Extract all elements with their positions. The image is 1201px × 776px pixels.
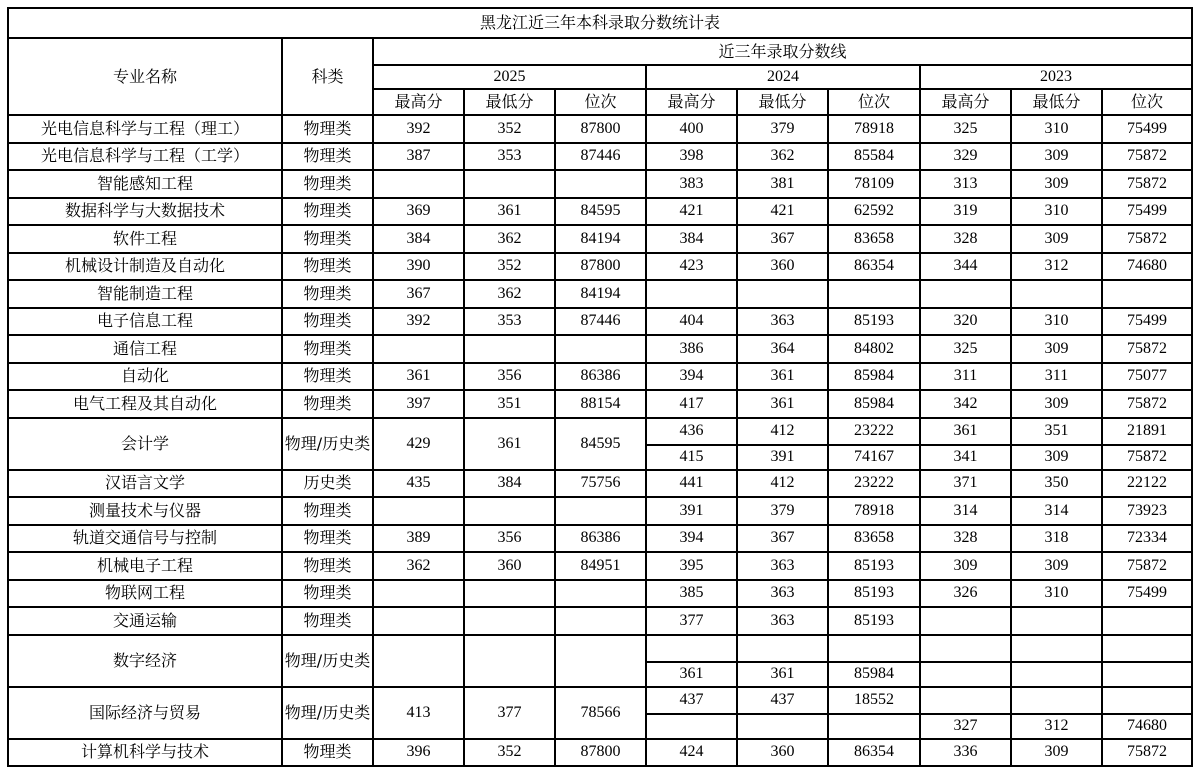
category-cell: 物理类 [282, 525, 373, 553]
score-rank-2024 [828, 714, 920, 739]
score-max-2023: 371 [920, 470, 1011, 498]
score-max-2024: 436 [646, 418, 737, 446]
major-name-cell: 轨道交通信号与控制 [8, 525, 282, 553]
score-min-2024: 361 [737, 363, 828, 391]
major-name-cell: 汉语言文学 [8, 470, 282, 498]
score-max-2024: 404 [646, 308, 737, 336]
score-min-2024: 412 [737, 418, 828, 446]
score-rank-2024: 78918 [828, 115, 920, 143]
table-row [8, 115, 1192, 143]
score-rank-2025: 84595 [555, 418, 646, 470]
score-min-2024: 364 [737, 335, 828, 363]
score-rank-2023: 75077 [1102, 363, 1192, 391]
score-min-2025: 377 [464, 687, 555, 739]
table-row [8, 280, 1192, 308]
score-max-2024: 437 [646, 687, 737, 715]
score-min-2024: 360 [737, 739, 828, 767]
score-rank-2025: 86386 [555, 363, 646, 391]
score-min-2024 [737, 280, 828, 308]
category-cell: 物理类 [282, 308, 373, 336]
score-min-2025 [464, 635, 555, 687]
score-rank-2024: 78109 [828, 170, 920, 198]
score-max-2024: 400 [646, 115, 737, 143]
score-max-2023: 342 [920, 390, 1011, 418]
score-min-2024: 379 [737, 115, 828, 143]
category-cell: 物理类 [282, 115, 373, 143]
score-min-2025: 356 [464, 363, 555, 391]
score-rank-2024: 85193 [828, 580, 920, 608]
score-rank-2024: 74167 [828, 445, 920, 470]
score-table-container [7, 7, 1193, 767]
score-rank-2024: 85984 [828, 662, 920, 687]
score-max-2025: 397 [373, 390, 464, 418]
score-rank-2024: 85193 [828, 308, 920, 336]
score-rank-2025: 88154 [555, 390, 646, 418]
score-min-2025: 353 [464, 143, 555, 171]
score-min-2023 [1011, 662, 1102, 687]
header-rank-2024: 位次 [828, 89, 920, 115]
score-rank-2025: 86386 [555, 525, 646, 553]
score-min-2025: 361 [464, 418, 555, 470]
category-cell: 物理类 [282, 335, 373, 363]
score-min-2025 [464, 497, 555, 525]
header-category: 科类 [282, 38, 373, 115]
score-rank-2025: 87800 [555, 253, 646, 281]
score-rank-2023 [1102, 687, 1192, 715]
table-row [8, 143, 1192, 171]
score-max-2023: 336 [920, 739, 1011, 767]
score-min-2024: 363 [737, 308, 828, 336]
score-max-2024 [646, 280, 737, 308]
major-name-cell: 自动化 [8, 363, 282, 391]
score-max-2024 [646, 635, 737, 663]
category-cell: 物理类 [282, 739, 373, 767]
header-year-2024: 2024 [646, 65, 920, 89]
score-max-2025: 413 [373, 687, 464, 739]
score-max-2024: 394 [646, 363, 737, 391]
score-min-2024: 360 [737, 253, 828, 281]
category-cell: 物理类 [282, 390, 373, 418]
table-row [8, 363, 1192, 391]
score-rank-2025 [555, 580, 646, 608]
score-min-2025: 353 [464, 308, 555, 336]
score-rank-2023: 74680 [1102, 714, 1192, 739]
score-min-2025 [464, 607, 555, 635]
score-max-2025 [373, 497, 464, 525]
score-rank-2023: 75872 [1102, 225, 1192, 253]
score-max-2025: 390 [373, 253, 464, 281]
score-min-2025: 361 [464, 198, 555, 226]
table-row [8, 635, 1192, 663]
header-score-group: 近三年录取分数线 [373, 38, 1192, 65]
score-min-2025: 360 [464, 552, 555, 580]
score-max-2024: 391 [646, 497, 737, 525]
score-min-2024: 367 [737, 525, 828, 553]
score-rank-2024: 83658 [828, 525, 920, 553]
score-max-2023 [920, 280, 1011, 308]
score-min-2023: 309 [1011, 390, 1102, 418]
header-max-2024: 最高分 [646, 89, 737, 115]
score-rank-2025: 87800 [555, 739, 646, 767]
score-max-2025: 384 [373, 225, 464, 253]
score-rank-2023: 75499 [1102, 580, 1192, 608]
major-name-cell: 国际经济与贸易 [8, 687, 282, 739]
score-rank-2023: 75872 [1102, 739, 1192, 767]
score-rank-2023: 75872 [1102, 552, 1192, 580]
score-max-2024: 384 [646, 225, 737, 253]
score-max-2025: 396 [373, 739, 464, 767]
score-max-2023 [920, 607, 1011, 635]
score-rank-2023: 75872 [1102, 335, 1192, 363]
score-min-2024: 361 [737, 390, 828, 418]
score-rank-2024: 23222 [828, 418, 920, 446]
score-min-2023: 314 [1011, 497, 1102, 525]
score-rank-2023: 75872 [1102, 170, 1192, 198]
score-max-2024: 415 [646, 445, 737, 470]
table-title: 黑龙江近三年本科录取分数统计表 [8, 8, 1192, 38]
major-name-cell: 物联网工程 [8, 580, 282, 608]
score-min-2023 [1011, 607, 1102, 635]
score-rank-2023 [1102, 635, 1192, 663]
score-min-2023: 310 [1011, 198, 1102, 226]
major-name-cell: 电子信息工程 [8, 308, 282, 336]
table-row [8, 418, 1192, 446]
category-cell: 物理类 [282, 280, 373, 308]
score-min-2025 [464, 580, 555, 608]
score-min-2023 [1011, 635, 1102, 663]
score-rank-2023: 21891 [1102, 418, 1192, 446]
score-max-2025: 367 [373, 280, 464, 308]
category-cell: 物理/历史类 [282, 635, 373, 687]
score-max-2023: 326 [920, 580, 1011, 608]
table-row [8, 390, 1192, 418]
score-min-2023: 311 [1011, 363, 1102, 391]
score-rank-2025 [555, 335, 646, 363]
score-rank-2024: 86354 [828, 739, 920, 767]
score-min-2023: 309 [1011, 225, 1102, 253]
score-max-2024: 383 [646, 170, 737, 198]
table-row [8, 739, 1192, 767]
score-min-2023 [1011, 280, 1102, 308]
score-max-2024: 385 [646, 580, 737, 608]
score-max-2025 [373, 580, 464, 608]
score-max-2023: 314 [920, 497, 1011, 525]
score-rank-2024: 86354 [828, 253, 920, 281]
score-min-2023: 309 [1011, 143, 1102, 171]
score-min-2024: 421 [737, 198, 828, 226]
category-cell: 物理类 [282, 253, 373, 281]
score-max-2025 [373, 635, 464, 687]
score-min-2023: 350 [1011, 470, 1102, 498]
table-row [8, 253, 1192, 281]
header-max-2023: 最高分 [920, 89, 1011, 115]
table-row [8, 580, 1192, 608]
table-row [8, 308, 1192, 336]
score-min-2023: 312 [1011, 714, 1102, 739]
score-min-2025: 352 [464, 739, 555, 767]
score-max-2023: 361 [920, 418, 1011, 446]
score-min-2024: 363 [737, 552, 828, 580]
score-max-2025: 389 [373, 525, 464, 553]
major-name-cell: 机械电子工程 [8, 552, 282, 580]
score-rank-2024: 62592 [828, 198, 920, 226]
score-max-2024: 441 [646, 470, 737, 498]
score-rank-2025: 87446 [555, 143, 646, 171]
score-max-2025: 392 [373, 115, 464, 143]
score-max-2025: 387 [373, 143, 464, 171]
major-name-cell: 数据科学与大数据技术 [8, 198, 282, 226]
score-max-2023: 328 [920, 225, 1011, 253]
category-cell: 物理类 [282, 607, 373, 635]
score-rank-2024: 78918 [828, 497, 920, 525]
category-cell: 物理类 [282, 170, 373, 198]
major-name-cell: 交通运输 [8, 607, 282, 635]
score-min-2025: 352 [464, 115, 555, 143]
score-min-2024: 363 [737, 607, 828, 635]
table-row [8, 497, 1192, 525]
score-rank-2025: 84194 [555, 280, 646, 308]
score-rank-2024: 85984 [828, 390, 920, 418]
score-min-2024: 381 [737, 170, 828, 198]
category-cell: 物理类 [282, 552, 373, 580]
table-row [8, 225, 1192, 253]
score-max-2025: 429 [373, 418, 464, 470]
table-row [8, 525, 1192, 553]
table-row [8, 335, 1192, 363]
major-name-cell: 智能制造工程 [8, 280, 282, 308]
score-rank-2025: 78566 [555, 687, 646, 739]
major-name-cell: 智能感知工程 [8, 170, 282, 198]
score-min-2023: 309 [1011, 445, 1102, 470]
major-name-cell: 光电信息科学与工程（理工） [8, 115, 282, 143]
score-min-2023: 310 [1011, 115, 1102, 143]
major-name-cell: 软件工程 [8, 225, 282, 253]
category-cell: 物理类 [282, 143, 373, 171]
score-rank-2025: 75756 [555, 470, 646, 498]
category-cell: 物理类 [282, 497, 373, 525]
category-cell: 物理/历史类 [282, 687, 373, 739]
table-row [8, 687, 1192, 715]
score-min-2025: 362 [464, 225, 555, 253]
table-row [8, 198, 1192, 226]
score-min-2025: 362 [464, 280, 555, 308]
score-min-2023: 318 [1011, 525, 1102, 553]
score-max-2024: 417 [646, 390, 737, 418]
category-cell: 物理类 [282, 198, 373, 226]
score-rank-2025: 87800 [555, 115, 646, 143]
header-rank-2025: 位次 [555, 89, 646, 115]
major-name-cell: 数字经济 [8, 635, 282, 687]
score-min-2024: 412 [737, 470, 828, 498]
score-max-2025: 361 [373, 363, 464, 391]
score-rank-2023: 75499 [1102, 198, 1192, 226]
score-min-2024: 361 [737, 662, 828, 687]
score-max-2024 [646, 714, 737, 739]
score-min-2025: 352 [464, 253, 555, 281]
table-row [8, 470, 1192, 498]
category-cell: 历史类 [282, 470, 373, 498]
header-year-2023: 2023 [920, 65, 1192, 89]
score-min-2023: 351 [1011, 418, 1102, 446]
score-max-2025: 362 [373, 552, 464, 580]
score-max-2024: 394 [646, 525, 737, 553]
score-max-2025: 369 [373, 198, 464, 226]
score-rank-2025 [555, 497, 646, 525]
score-rank-2025: 84194 [555, 225, 646, 253]
score-rank-2024: 85193 [828, 552, 920, 580]
major-name-cell: 通信工程 [8, 335, 282, 363]
major-name-cell: 会计学 [8, 418, 282, 470]
score-max-2023: 325 [920, 115, 1011, 143]
score-rank-2025 [555, 170, 646, 198]
score-rank-2023: 75872 [1102, 143, 1192, 171]
score-min-2024 [737, 635, 828, 663]
header-min-2023: 最低分 [1011, 89, 1102, 115]
score-max-2025 [373, 170, 464, 198]
header-max-2025: 最高分 [373, 89, 464, 115]
major-name-cell: 光电信息科学与工程（工学） [8, 143, 282, 171]
score-rank-2024: 83658 [828, 225, 920, 253]
score-max-2023: 313 [920, 170, 1011, 198]
major-name-cell: 测量技术与仪器 [8, 497, 282, 525]
score-min-2024: 363 [737, 580, 828, 608]
score-rank-2025 [555, 607, 646, 635]
category-cell: 物理/历史类 [282, 418, 373, 470]
score-rank-2024: 85193 [828, 607, 920, 635]
score-rank-2024: 85584 [828, 143, 920, 171]
score-min-2023: 309 [1011, 739, 1102, 767]
major-name-cell: 电气工程及其自动化 [8, 390, 282, 418]
score-min-2023 [1011, 687, 1102, 715]
header-year-2025: 2025 [373, 65, 646, 89]
category-cell: 物理类 [282, 225, 373, 253]
score-rank-2024: 84802 [828, 335, 920, 363]
admission-score-table [7, 7, 1193, 767]
score-rank-2024: 23222 [828, 470, 920, 498]
score-rank-2025 [555, 635, 646, 687]
score-max-2024: 421 [646, 198, 737, 226]
score-max-2025 [373, 607, 464, 635]
score-rank-2024: 18552 [828, 687, 920, 715]
score-min-2025: 384 [464, 470, 555, 498]
category-cell: 物理类 [282, 580, 373, 608]
score-rank-2023 [1102, 662, 1192, 687]
score-max-2024: 423 [646, 253, 737, 281]
score-rank-2024 [828, 280, 920, 308]
score-min-2023: 310 [1011, 580, 1102, 608]
score-max-2025 [373, 335, 464, 363]
score-min-2025: 351 [464, 390, 555, 418]
score-rank-2023: 72334 [1102, 525, 1192, 553]
score-min-2024: 367 [737, 225, 828, 253]
score-min-2023: 309 [1011, 335, 1102, 363]
score-min-2025 [464, 335, 555, 363]
score-rank-2023: 75499 [1102, 115, 1192, 143]
score-min-2025 [464, 170, 555, 198]
table-row [8, 607, 1192, 635]
score-min-2024: 362 [737, 143, 828, 171]
score-rank-2025: 87446 [555, 308, 646, 336]
score-rank-2023: 22122 [1102, 470, 1192, 498]
score-max-2024: 424 [646, 739, 737, 767]
header-min-2025: 最低分 [464, 89, 555, 115]
category-cell: 物理类 [282, 363, 373, 391]
score-max-2023: 325 [920, 335, 1011, 363]
score-max-2025: 392 [373, 308, 464, 336]
score-max-2023: 327 [920, 714, 1011, 739]
score-max-2023 [920, 635, 1011, 663]
score-rank-2023: 75872 [1102, 445, 1192, 470]
header-major: 专业名称 [8, 38, 282, 115]
header-min-2024: 最低分 [737, 89, 828, 115]
score-max-2023: 344 [920, 253, 1011, 281]
score-min-2023: 309 [1011, 170, 1102, 198]
score-max-2023: 341 [920, 445, 1011, 470]
score-rank-2025: 84951 [555, 552, 646, 580]
table-row [8, 552, 1192, 580]
score-rank-2025: 84595 [555, 198, 646, 226]
major-name-cell: 机械设计制造及自动化 [8, 253, 282, 281]
score-rank-2024 [828, 635, 920, 663]
score-max-2024: 377 [646, 607, 737, 635]
score-max-2025: 435 [373, 470, 464, 498]
score-max-2023: 329 [920, 143, 1011, 171]
score-max-2024: 395 [646, 552, 737, 580]
score-max-2024: 361 [646, 662, 737, 687]
score-min-2023: 309 [1011, 552, 1102, 580]
score-max-2023 [920, 662, 1011, 687]
score-max-2023 [920, 687, 1011, 715]
score-min-2024: 437 [737, 687, 828, 715]
table-row [8, 170, 1192, 198]
score-rank-2023: 74680 [1102, 253, 1192, 281]
major-name-cell: 计算机科学与技术 [8, 739, 282, 767]
score-rank-2023: 75872 [1102, 390, 1192, 418]
score-rank-2024: 85984 [828, 363, 920, 391]
score-min-2024 [737, 714, 828, 739]
score-min-2024: 379 [737, 497, 828, 525]
score-rank-2023: 73923 [1102, 497, 1192, 525]
score-max-2023: 311 [920, 363, 1011, 391]
score-max-2024: 398 [646, 143, 737, 171]
score-max-2023: 319 [920, 198, 1011, 226]
score-rank-2023 [1102, 280, 1192, 308]
score-min-2023: 312 [1011, 253, 1102, 281]
score-max-2023: 328 [920, 525, 1011, 553]
header-rank-2023: 位次 [1102, 89, 1192, 115]
score-rank-2023 [1102, 607, 1192, 635]
score-max-2024: 386 [646, 335, 737, 363]
score-min-2025: 356 [464, 525, 555, 553]
score-rank-2023: 75499 [1102, 308, 1192, 336]
score-max-2023: 309 [920, 552, 1011, 580]
score-max-2023: 320 [920, 308, 1011, 336]
score-min-2023: 310 [1011, 308, 1102, 336]
score-min-2024: 391 [737, 445, 828, 470]
